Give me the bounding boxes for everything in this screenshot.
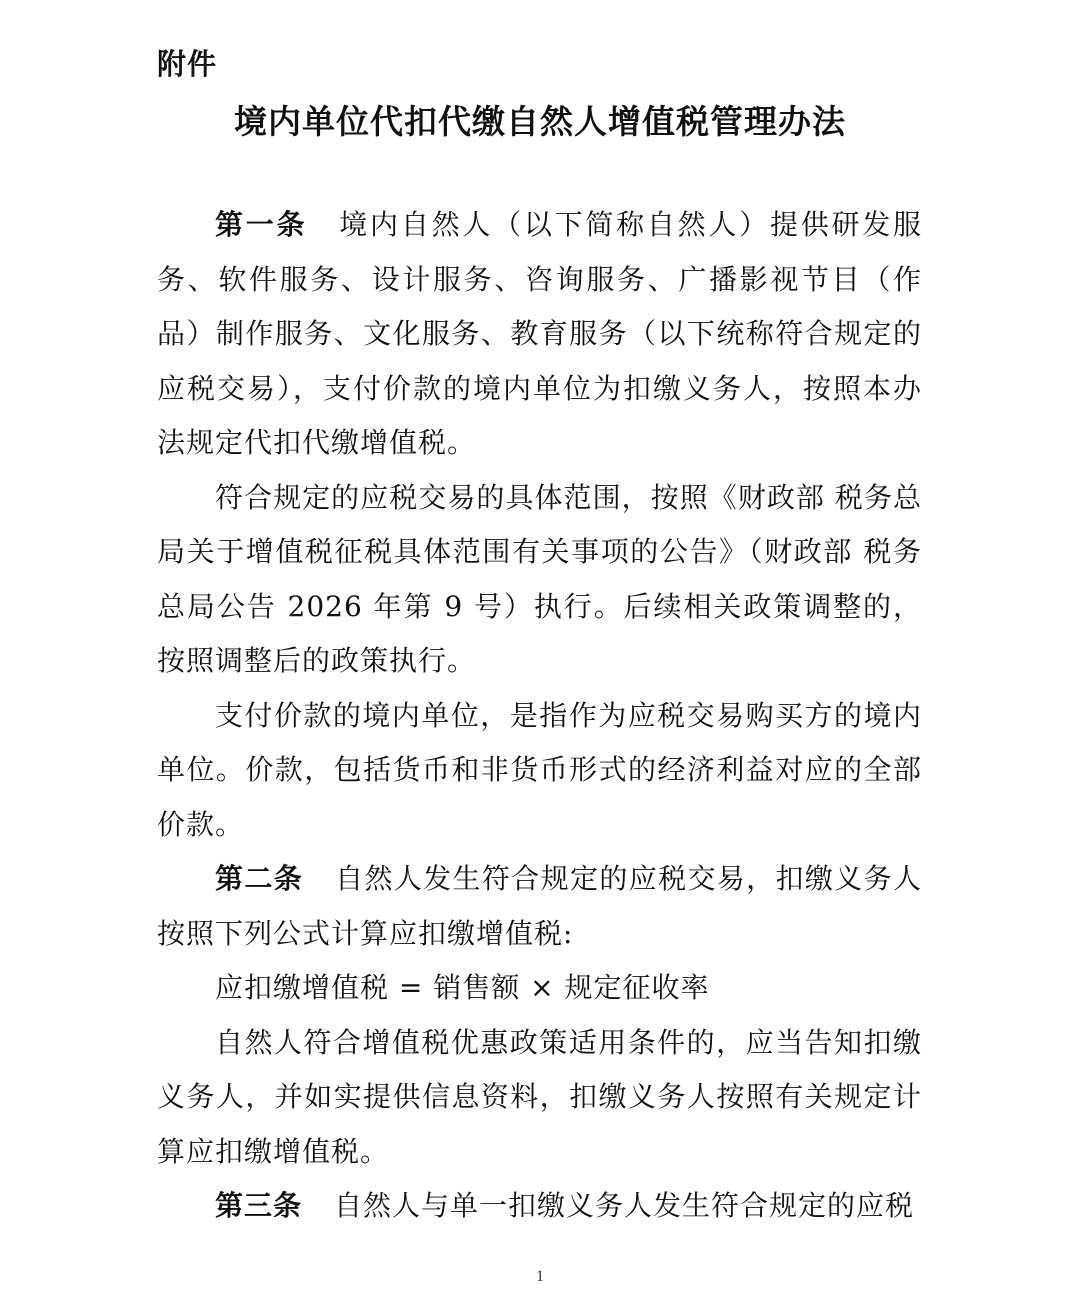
paragraph-article-3 <box>157 1179 922 1234</box>
paragraph-text: 支付价款的境内单位，是指作为应税交易购买方的境内单位。价款，包括货币和非货币形式的经济利益对应的全部价款。 <box>157 698 922 841</box>
paragraph-payer-definition <box>157 689 922 853</box>
page-number: 1 <box>536 1268 544 1285</box>
document-body <box>157 198 922 1234</box>
paragraph-article-1 <box>157 198 922 471</box>
document-title: 境内单位代扣代缴自然人增值税管理办法 <box>234 102 846 141</box>
article-heading: 第三条 <box>215 1189 303 1222</box>
paragraph-preferential-policy <box>157 1016 922 1180</box>
paragraph-text: 符合规定的应税交易的具体范围，按照《财政部 税务总局关于增值税征税具体范围有关事项的公告》（财政部 税务总局公告 2026 年第 9 号）执行。后续相关政策调整的，按照调整后的政策执行。 <box>157 480 922 677</box>
article-heading: 第二条 <box>215 862 304 895</box>
paragraph-text: 自然人发生符合规定的应税交易，扣缴义务人按照下列公式计算应扣缴增值税: <box>157 862 922 950</box>
paragraph-text: 境内自然人（以下简称自然人）提供研发服务、软件服务、设计服务、咨询服务、广播影视节目（作品）制作服务、文化服务、教育服务（以下统称符合规定的应税交易），支付价款的境内单位为扣缴义务人，按照本办法规定代扣代缴增值税。 <box>157 208 922 459</box>
paragraph-article-2 <box>157 852 922 961</box>
paragraph-scope <box>157 471 922 689</box>
paragraph-text: 自然人与单一扣缴义务人发生符合规定的应税 <box>334 1189 915 1222</box>
attachment-label: 附件 <box>157 47 218 81</box>
formula-text: 应扣缴增值税 = 销售额 × 规定征收率 <box>215 971 710 1004</box>
paragraph-text: 自然人符合增值税优惠政策适用条件的，应当告知扣缴义务人，并如实提供信息资料，扣缴义务人按照有关规定计算应扣缴增值税。 <box>157 1025 922 1168</box>
paragraph-formula <box>157 961 922 1016</box>
article-heading: 第一条 <box>215 208 308 241</box>
